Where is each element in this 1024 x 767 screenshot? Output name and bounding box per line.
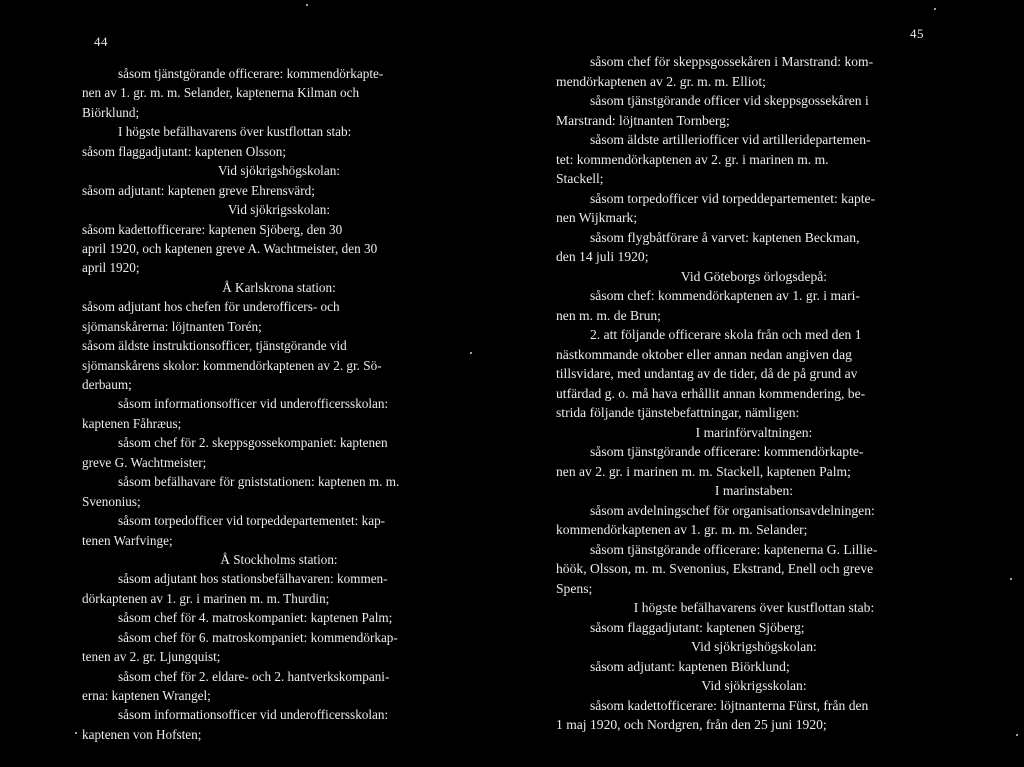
text-line: derbaum; bbox=[82, 377, 132, 392]
text-line: såsom chef för 4. matroskompaniet: kaptenen Palm; bbox=[118, 610, 393, 626]
text-line: greve G. Wachtmeister; bbox=[82, 454, 207, 470]
text-line: mendörkaptenen av 2. gr. m. m. Elliot; bbox=[556, 73, 766, 89]
text-line: erna: kaptenen Wrangel; bbox=[82, 688, 211, 703]
text-line: kaptenen Fåhræus; bbox=[82, 415, 182, 431]
text-line: sjömanskårerna: löjtnanten Torén; bbox=[82, 318, 262, 334]
section-heading: Vid Göteborgs örlogsdepå: bbox=[680, 268, 828, 284]
section-heading: I marinstaben: bbox=[714, 483, 794, 498]
text-line: nen av 2. gr. i marinen m. m. Stackell, kaptenen Palm; bbox=[556, 463, 851, 479]
text-line: såsom tjänstgörande officerare: kaptenerna G. Lillie- bbox=[590, 541, 878, 557]
text-line: såsom chef för 2. skeppsgossekompaniet: kaptenen bbox=[118, 435, 388, 451]
text-line: tenen Warfvinge; bbox=[82, 532, 173, 548]
text-line: Biörklund; bbox=[82, 104, 140, 120]
text-line: såsom adjutant: kaptenen greve Ehrensvärd; bbox=[82, 182, 315, 198]
text-line: såsom flaggadjutant: kaptenen Olsson; bbox=[82, 143, 287, 159]
text-line: såsom adjutant hos stationsbefälhavaren: kommen- bbox=[118, 571, 388, 587]
section-heading: I marinförvaltningen: bbox=[695, 424, 813, 440]
text-line: nen av 1. gr. m. m. Selander, kaptenerna Kilman och bbox=[82, 85, 360, 101]
text-line: såsom chef för 2. eldare- och 2. hantverkskompani- bbox=[118, 668, 390, 684]
text-column bbox=[556, 52, 952, 735]
text-line: nästkommande oktober eller annan nedan angiven dag bbox=[556, 346, 852, 362]
text-line: såsom chef: kommendörkaptenen av 1. gr. i mari- bbox=[590, 288, 860, 303]
page-number: 44 bbox=[94, 34, 108, 49]
scan-speck bbox=[470, 352, 472, 354]
text-line: såsom kadettofficerare: löjtnanterna Fürst, från den bbox=[590, 697, 869, 713]
text-line: 1 maj 1920, och Nordgren, från den 25 juni 1920; bbox=[556, 717, 827, 732]
scan-speck bbox=[1010, 578, 1012, 580]
text-line: såsom avdelningschef för organisationsavdelningen: bbox=[590, 502, 875, 518]
page-number: 45 bbox=[910, 26, 924, 41]
text-line: den 14 juli 1920; bbox=[556, 249, 649, 264]
text-line: såsom äldste artilleriofficer vid artilleridepartemen- bbox=[590, 132, 871, 147]
scan-speck bbox=[1016, 734, 1018, 736]
scan-speck bbox=[75, 732, 77, 734]
text-line: såsom adjutant: kaptenen Biörklund; bbox=[590, 658, 790, 674]
text-line: I högste befälhavarens över kustflottan stab: bbox=[118, 124, 352, 140]
section-heading: Å Karlskrona station: bbox=[222, 279, 336, 295]
text-line: såsom informationsofficer vid underofficersskolan: bbox=[118, 707, 389, 723]
text-line: såsom chef för 6. matroskompaniet: kommendörkap- bbox=[118, 629, 398, 645]
text-line: april 1920, och kaptenen greve A. Wachtmeister, den 30 bbox=[82, 240, 378, 256]
section-heading: Vid sjökrigsskolan: bbox=[701, 678, 807, 693]
text-line: såsom flaggadjutant: kaptenen Sjöberg; bbox=[590, 619, 805, 635]
text-line: såsom befälhavare för gniststationen: kaptenen m. m. bbox=[118, 474, 400, 490]
text-line: Stackell; bbox=[556, 171, 604, 186]
text-line: tillsvidare, med undantag av de tider, då de på grund av bbox=[556, 366, 858, 381]
text-line: kommendörkaptenen av 1. gr. m. m. Selander; bbox=[556, 522, 808, 537]
text-line: nen Wijkmark; bbox=[556, 210, 638, 225]
section-heading: I högste befälhavarens över kustflottan stab: bbox=[633, 600, 875, 615]
text-line: såsom informationsofficer vid underofficersskolan: bbox=[118, 396, 389, 412]
text-line: såsom chef för skeppsgossekåren i Marstrand: kom- bbox=[590, 54, 874, 69]
text-line: strida följande tjänstebefattningar, nämligen: bbox=[556, 405, 800, 420]
text-line: såsom kadettofficerare: kaptenen Sjöberg, den 30 bbox=[82, 221, 343, 237]
text-line: sjömanskårens skolor: kommendörkaptenen av 2. gr. Sö- bbox=[82, 357, 382, 373]
scan-speck bbox=[306, 4, 308, 6]
text-line: utfärdad g. o. må hava erhållit annan kommendering, be- bbox=[556, 385, 866, 401]
text-line: höök, Olsson, m. m. Svenonius, Ekstrand, Enell och greve bbox=[556, 561, 874, 576]
section-heading: Vid sjökrigsskolan: bbox=[227, 202, 331, 218]
text-line: Svenonius; bbox=[82, 493, 141, 509]
section-heading: Å Stockholms station: bbox=[220, 551, 338, 567]
text-line: 2. att följande officerare skola från och med den 1 bbox=[590, 327, 862, 342]
text-line: nen m. m. de Brun; bbox=[556, 307, 661, 323]
text-line: såsom flygbåtförare å varvet: kaptenen Beckman, bbox=[590, 229, 860, 245]
text-column bbox=[82, 64, 476, 744]
text-line: Spens; bbox=[556, 580, 593, 596]
text-line: såsom tjänstgörande officerare: kommendörkapte- bbox=[590, 444, 864, 459]
text-line: såsom tjänstgörande officer vid skeppsgossekåren i bbox=[590, 93, 869, 108]
scan-speck bbox=[934, 8, 936, 10]
text-line: tet: kommendörkaptenen av 2. gr. i marinen m. m. bbox=[556, 151, 829, 167]
text-line: kaptenen von Hofsten; bbox=[82, 726, 202, 742]
text-line: tenen av 2. gr. Ljungquist; bbox=[82, 649, 221, 665]
section-heading: Vid sjökrigshögskolan: bbox=[691, 639, 817, 654]
text-line: Marstrand: löjtnanten Tornberg; bbox=[556, 112, 730, 128]
text-line: såsom adjutant hos chefen för underofficers- och bbox=[82, 299, 340, 315]
text-line: såsom torpedofficer vid torpeddepartementet: kap- bbox=[118, 513, 386, 529]
section-heading: Vid sjökrigshögskolan: bbox=[218, 163, 340, 179]
text-line: såsom tjänstgörande officerare: kommendörkapte- bbox=[118, 66, 384, 81]
text-line: såsom torpedofficer vid torpeddepartementet: kapte- bbox=[590, 190, 876, 206]
text-line: april 1920; bbox=[82, 260, 140, 276]
text-line: dörkaptenen av 1. gr. i marinen m. m. Thurdin; bbox=[82, 590, 330, 606]
right-page bbox=[512, 0, 1024, 767]
text-line: såsom äldste instruktionsofficer, tjänstgörande vid bbox=[82, 338, 347, 354]
